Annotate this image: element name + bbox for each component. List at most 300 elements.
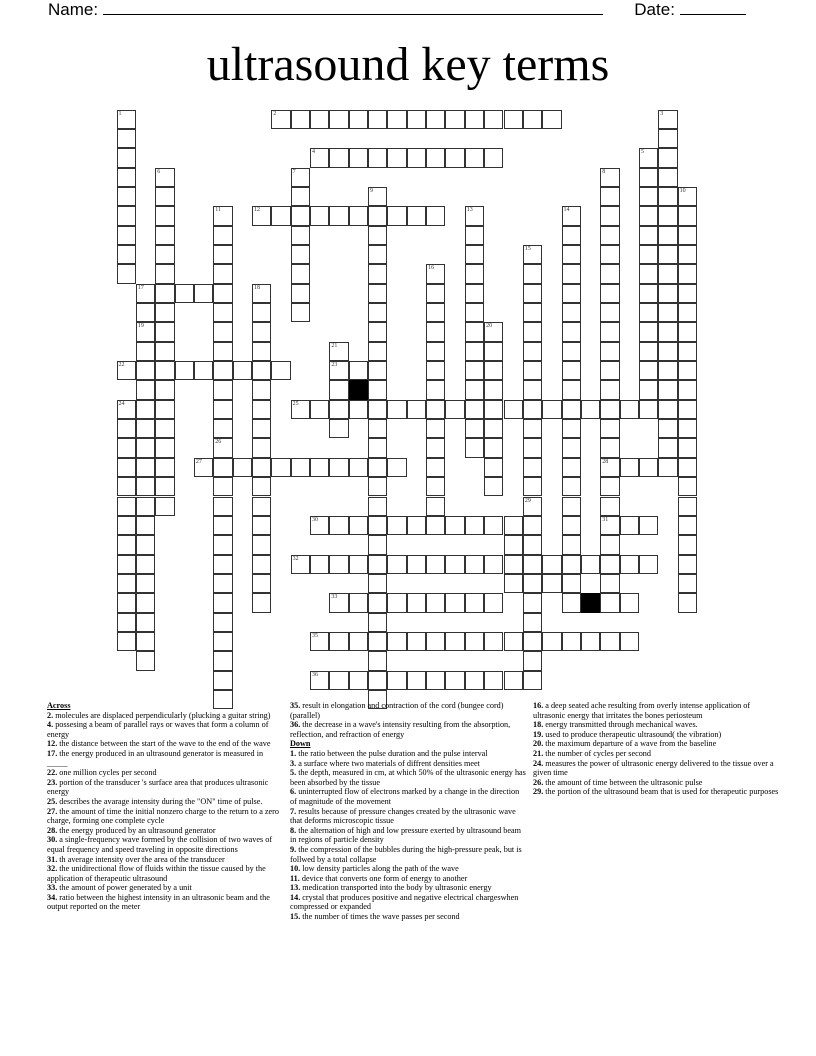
grid-cell[interactable] [349,593,368,612]
grid-cell[interactable] [368,284,387,303]
grid-cell[interactable] [523,555,542,574]
grid-cell[interactable] [271,206,290,225]
grid-cell[interactable] [678,380,697,399]
grid-cell[interactable] [349,400,368,419]
grid-cell[interactable] [484,110,503,129]
grid-cell[interactable] [678,555,697,574]
grid-cell[interactable] [252,497,271,516]
grid-cell[interactable] [329,206,348,225]
grid-cell[interactable] [600,555,619,574]
grid-cell[interactable] [562,303,581,322]
grid-cell[interactable] [252,342,271,361]
grid-cell[interactable] [426,206,445,225]
grid-cell[interactable] [291,206,310,225]
grid-cell[interactable] [639,284,658,303]
grid-cell[interactable] [465,632,484,651]
grid-cell[interactable] [465,226,484,245]
grid-cell[interactable] [562,593,581,612]
grid-cell[interactable] [523,438,542,457]
grid-cell[interactable] [581,555,600,574]
grid-cell[interactable] [678,264,697,283]
grid-cell[interactable] [562,632,581,651]
grid-cell[interactable] [639,245,658,264]
grid-cell[interactable] [252,400,271,419]
grid-cell[interactable] [194,361,213,380]
grid-cell[interactable] [658,303,677,322]
grid-cell[interactable] [523,322,542,341]
grid-cell[interactable] [387,671,406,690]
grid-cell[interactable] [387,148,406,167]
grid-cell[interactable] [213,555,232,574]
grid-cell[interactable] [504,110,523,129]
grid-cell[interactable] [136,613,155,632]
grid-cell[interactable] [600,361,619,380]
grid-cell[interactable] [600,593,619,612]
grid-cell[interactable] [465,110,484,129]
grid-cell[interactable] [600,264,619,283]
grid-cell[interactable] [639,361,658,380]
grid-cell[interactable] [252,361,271,380]
grid-cell[interactable] [562,477,581,496]
grid-cell[interactable] [465,206,484,225]
grid-cell[interactable] [465,516,484,535]
grid-cell[interactable] [213,206,232,225]
grid-cell[interactable] [155,361,174,380]
grid-cell[interactable] [658,206,677,225]
grid-cell[interactable] [426,438,445,457]
grid-cell[interactable] [349,361,368,380]
grid-cell[interactable] [136,651,155,670]
grid-cell[interactable] [368,555,387,574]
grid-cell[interactable] [678,284,697,303]
grid-cell[interactable] [155,264,174,283]
grid-cell[interactable] [310,458,329,477]
grid-cell[interactable] [310,110,329,129]
grid-cell[interactable] [368,419,387,438]
grid-cell[interactable] [465,303,484,322]
grid-cell[interactable] [155,380,174,399]
grid-cell[interactable] [329,555,348,574]
grid-cell[interactable] [426,516,445,535]
grid-cell[interactable] [407,148,426,167]
grid-cell[interactable] [600,632,619,651]
grid-cell[interactable] [155,458,174,477]
grid-cell[interactable] [349,148,368,167]
grid-cell[interactable] [445,516,464,535]
grid-cell[interactable] [678,516,697,535]
grid-cell[interactable] [600,168,619,187]
grid-cell[interactable] [329,671,348,690]
grid-cell[interactable] [639,206,658,225]
grid-cell[interactable] [426,284,445,303]
grid-cell[interactable] [368,574,387,593]
grid-cell[interactable] [117,148,136,167]
grid-cell[interactable] [155,206,174,225]
grid-cell[interactable] [175,361,194,380]
grid-cell[interactable] [252,419,271,438]
grid-cell[interactable] [368,535,387,554]
grid-cell[interactable] [581,400,600,419]
grid-cell[interactable] [465,671,484,690]
grid-cell[interactable] [523,303,542,322]
grid-cell[interactable] [678,419,697,438]
grid-cell[interactable] [252,516,271,535]
grid-cell[interactable] [329,400,348,419]
grid-cell[interactable] [213,535,232,554]
grid-cell[interactable] [117,438,136,457]
grid-cell[interactable] [426,264,445,283]
grid-cell[interactable] [213,613,232,632]
grid-cell[interactable] [484,361,503,380]
grid-cell[interactable] [368,264,387,283]
grid-cell[interactable] [368,245,387,264]
grid-cell[interactable] [387,400,406,419]
grid-cell[interactable] [291,458,310,477]
grid-cell[interactable] [349,206,368,225]
grid-cell[interactable] [368,613,387,632]
grid-cell[interactable] [252,477,271,496]
grid-cell[interactable] [117,613,136,632]
grid-cell[interactable] [523,516,542,535]
grid-cell[interactable] [213,342,232,361]
grid-cell[interactable] [678,361,697,380]
grid-cell[interactable] [678,226,697,245]
grid-cell[interactable] [155,303,174,322]
grid-cell[interactable] [658,342,677,361]
grid-cell[interactable] [658,226,677,245]
grid-cell[interactable] [562,555,581,574]
grid-cell[interactable] [349,555,368,574]
grid-cell[interactable] [387,516,406,535]
grid-cell[interactable] [368,361,387,380]
grid-cell[interactable] [387,632,406,651]
grid-cell[interactable] [117,361,136,380]
grid-cell[interactable] [117,516,136,535]
grid-cell[interactable] [329,593,348,612]
grid-cell[interactable] [252,593,271,612]
grid-cell[interactable] [426,322,445,341]
grid-cell[interactable] [600,400,619,419]
grid-cell[interactable] [136,516,155,535]
grid-cell[interactable] [484,516,503,535]
grid-cell[interactable] [600,284,619,303]
grid-cell[interactable] [523,651,542,670]
grid-cell[interactable] [407,110,426,129]
grid-cell[interactable] [213,264,232,283]
grid-cell[interactable] [136,303,155,322]
grid-cell[interactable] [562,574,581,593]
grid-cell[interactable] [136,380,155,399]
grid-cell[interactable] [620,632,639,651]
grid-cell[interactable] [504,671,523,690]
grid-cell[interactable] [213,651,232,670]
grid-cell[interactable] [155,497,174,516]
grid-cell[interactable] [600,535,619,554]
grid-cell[interactable] [620,555,639,574]
grid-cell[interactable] [639,342,658,361]
grid-cell[interactable] [562,361,581,380]
grid-cell[interactable] [117,419,136,438]
grid-cell[interactable] [117,593,136,612]
grid-cell[interactable] [504,516,523,535]
grid-cell[interactable] [213,458,232,477]
grid-cell[interactable] [600,187,619,206]
grid-cell[interactable] [562,535,581,554]
grid-cell[interactable] [600,342,619,361]
grid-cell[interactable] [213,516,232,535]
grid-cell[interactable] [329,516,348,535]
grid-cell[interactable] [620,458,639,477]
grid-cell[interactable] [271,458,290,477]
grid-cell[interactable] [310,632,329,651]
grid-cell[interactable] [213,419,232,438]
grid-cell[interactable] [620,516,639,535]
grid-cell[interactable] [155,438,174,457]
grid-cell[interactable] [213,574,232,593]
grid-cell[interactable] [194,284,213,303]
grid-cell[interactable] [639,516,658,535]
grid-cell[interactable] [639,458,658,477]
grid-cell[interactable] [484,342,503,361]
grid-cell[interactable] [136,497,155,516]
grid-cell[interactable] [620,593,639,612]
grid-cell[interactable] [562,438,581,457]
grid-cell[interactable] [445,632,464,651]
grid-cell[interactable] [213,671,232,690]
grid-cell[interactable] [562,380,581,399]
grid-cell[interactable] [252,303,271,322]
grid-cell[interactable] [484,632,503,651]
grid-cell[interactable] [136,284,155,303]
grid-cell[interactable] [678,593,697,612]
grid-cell[interactable] [523,535,542,554]
grid-cell[interactable] [136,400,155,419]
grid-cell[interactable] [329,148,348,167]
grid-cell[interactable] [310,516,329,535]
grid-cell[interactable] [271,110,290,129]
grid-cell[interactable] [600,206,619,225]
grid-cell[interactable] [504,555,523,574]
grid-cell[interactable] [155,168,174,187]
grid-cell[interactable] [658,284,677,303]
grid-cell[interactable] [504,400,523,419]
grid-cell[interactable] [175,284,194,303]
grid-cell[interactable] [484,671,503,690]
grid-cell[interactable] [678,322,697,341]
grid-cell[interactable] [562,458,581,477]
grid-cell[interactable] [349,458,368,477]
grid-cell[interactable] [426,593,445,612]
grid-cell[interactable] [136,477,155,496]
grid-cell[interactable] [136,322,155,341]
grid-cell[interactable] [465,322,484,341]
grid-cell[interactable] [117,555,136,574]
grid-cell[interactable] [407,555,426,574]
grid-cell[interactable] [562,245,581,264]
grid-cell[interactable] [117,129,136,148]
grid-cell[interactable] [213,593,232,612]
grid-cell[interactable] [678,342,697,361]
grid-cell[interactable] [678,574,697,593]
grid-cell[interactable] [620,400,639,419]
grid-cell[interactable] [368,110,387,129]
grid-cell[interactable] [194,458,213,477]
grid-cell[interactable] [387,555,406,574]
grid-cell[interactable] [426,380,445,399]
grid-cell[interactable] [484,555,503,574]
grid-cell[interactable] [407,632,426,651]
grid-cell[interactable] [445,555,464,574]
grid-cell[interactable] [426,497,445,516]
grid-cell[interactable] [523,361,542,380]
grid-cell[interactable] [600,245,619,264]
grid-cell[interactable] [407,400,426,419]
grid-cell[interactable] [117,187,136,206]
grid-cell[interactable] [523,245,542,264]
grid-cell[interactable] [523,110,542,129]
grid-cell[interactable] [639,380,658,399]
grid-cell[interactable] [117,110,136,129]
grid-cell[interactable] [504,632,523,651]
grid-cell[interactable] [562,284,581,303]
grid-cell[interactable] [600,516,619,535]
grid-cell[interactable] [213,303,232,322]
grid-cell[interactable] [600,438,619,457]
grid-cell[interactable] [117,497,136,516]
grid-cell[interactable] [155,400,174,419]
grid-cell[interactable] [291,168,310,187]
grid-cell[interactable] [445,671,464,690]
grid-cell[interactable] [407,206,426,225]
grid-cell[interactable] [658,168,677,187]
grid-cell[interactable] [542,400,561,419]
grid-cell[interactable] [213,226,232,245]
grid-cell[interactable] [426,632,445,651]
grid-cell[interactable] [136,438,155,457]
grid-cell[interactable] [426,303,445,322]
grid-cell[interactable] [368,477,387,496]
grid-cell[interactable] [658,245,677,264]
grid-cell[interactable] [368,593,387,612]
grid-cell[interactable] [445,148,464,167]
grid-cell[interactable] [445,110,464,129]
grid-cell[interactable] [639,264,658,283]
grid-cell[interactable] [523,458,542,477]
grid-cell[interactable] [233,361,252,380]
grid-cell[interactable] [329,419,348,438]
grid-cell[interactable] [213,380,232,399]
grid-cell[interactable] [291,245,310,264]
grid-cell[interactable] [213,497,232,516]
grid-cell[interactable] [639,148,658,167]
grid-cell[interactable] [252,380,271,399]
grid-cell[interactable] [426,477,445,496]
grid-cell[interactable] [213,322,232,341]
grid-cell[interactable] [581,632,600,651]
grid-cell[interactable] [213,438,232,457]
grid-cell[interactable] [233,458,252,477]
grid-cell[interactable] [252,574,271,593]
grid-cell[interactable] [213,632,232,651]
grid-cell[interactable] [252,438,271,457]
grid-cell[interactable] [329,380,348,399]
grid-cell[interactable] [484,419,503,438]
grid-cell[interactable] [562,264,581,283]
grid-cell[interactable] [136,342,155,361]
grid-cell[interactable] [291,187,310,206]
grid-cell[interactable] [465,400,484,419]
grid-cell[interactable] [678,458,697,477]
grid-cell[interactable] [600,226,619,245]
grid-cell[interactable] [368,497,387,516]
grid-cell[interactable] [678,206,697,225]
grid-cell[interactable] [465,438,484,457]
grid-cell[interactable] [600,380,619,399]
grid-cell[interactable] [562,419,581,438]
grid-cell[interactable] [368,148,387,167]
grid-cell[interactable] [658,458,677,477]
grid-cell[interactable] [368,671,387,690]
grid-cell[interactable] [562,516,581,535]
grid-cell[interactable] [445,593,464,612]
grid-cell[interactable] [523,477,542,496]
grid-cell[interactable] [387,206,406,225]
grid-cell[interactable] [426,671,445,690]
grid-cell[interactable] [368,632,387,651]
grid-cell[interactable] [368,322,387,341]
grid-cell[interactable] [484,148,503,167]
grid-cell[interactable] [213,400,232,419]
grid-cell[interactable] [407,516,426,535]
grid-cell[interactable] [484,322,503,341]
grid-cell[interactable] [117,168,136,187]
grid-cell[interactable] [658,322,677,341]
grid-cell[interactable] [465,555,484,574]
grid-cell[interactable] [523,671,542,690]
grid-cell[interactable] [465,264,484,283]
grid-cell[interactable] [562,497,581,516]
grid-cell[interactable] [155,245,174,264]
grid-cell[interactable] [329,342,348,361]
grid-cell[interactable] [117,206,136,225]
grid-cell[interactable] [562,400,581,419]
grid-cell[interactable] [600,303,619,322]
grid-cell[interactable] [639,168,658,187]
grid-cell[interactable] [368,303,387,322]
grid-cell[interactable] [407,593,426,612]
grid-cell[interactable] [155,477,174,496]
grid-cell[interactable] [639,400,658,419]
grid-cell[interactable] [117,245,136,264]
grid-cell[interactable] [329,632,348,651]
grid-cell[interactable] [542,110,561,129]
grid-cell[interactable] [155,284,174,303]
grid-cell[interactable] [349,516,368,535]
grid-cell[interactable] [368,400,387,419]
grid-cell[interactable] [465,380,484,399]
grid-cell[interactable] [368,458,387,477]
grid-cell[interactable] [117,264,136,283]
grid-cell[interactable] [523,284,542,303]
grid-cell[interactable] [562,206,581,225]
grid-cell[interactable] [426,400,445,419]
grid-cell[interactable] [155,322,174,341]
grid-cell[interactable] [523,632,542,651]
grid-cell[interactable] [678,303,697,322]
grid-cell[interactable] [658,129,677,148]
grid-cell[interactable] [117,226,136,245]
grid-cell[interactable] [368,651,387,670]
